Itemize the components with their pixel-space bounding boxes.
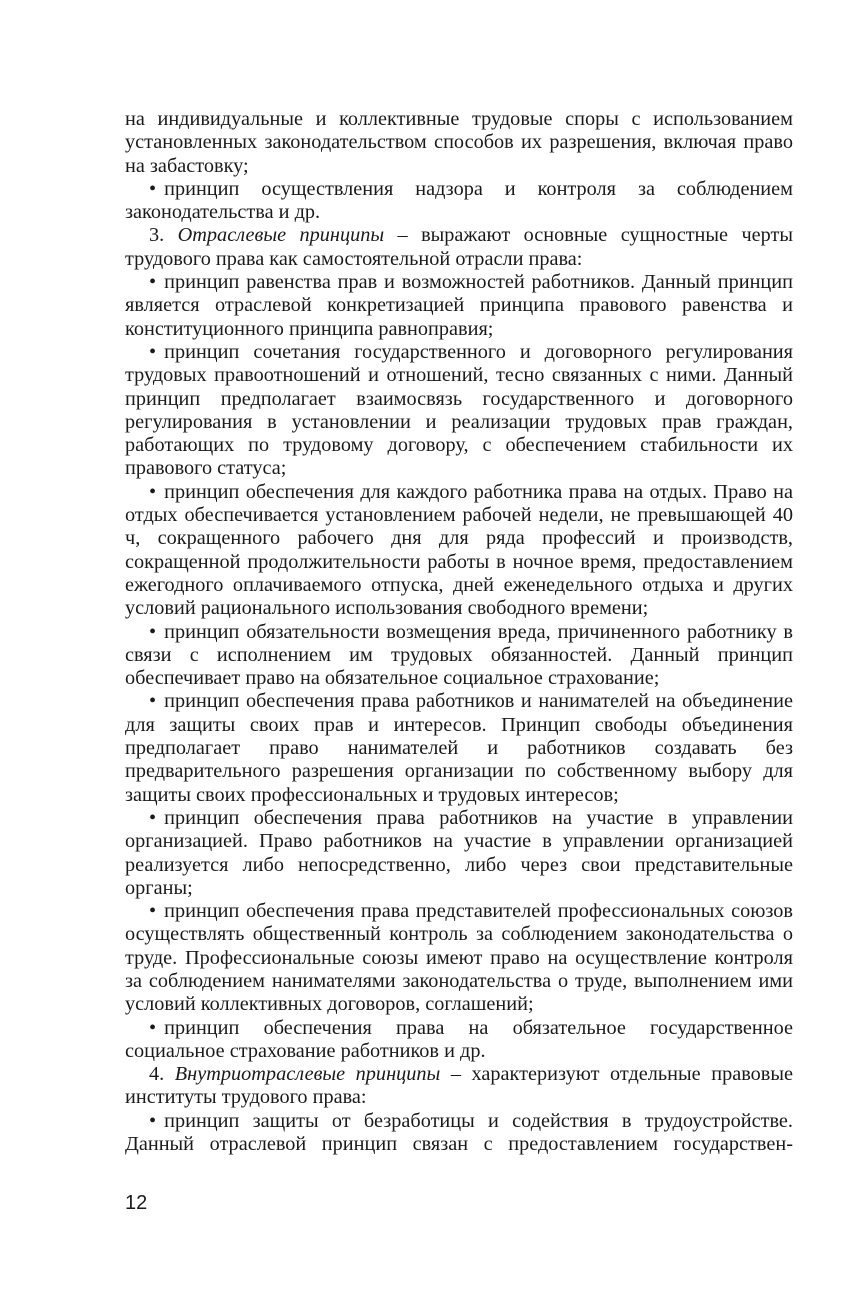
bullet-item: [125, 807, 793, 900]
bullet-icon: •: [149, 177, 157, 200]
paragraph-text: на индивидуальные и коллективные трудовые споры с использованием установленных законодательством способов их разрешения, включая право на забастовку;: [125, 108, 793, 177]
bullet-item: [125, 341, 793, 481]
paragraph-text: принцип обеспечения права работников и нанимателей на объединение для защиты своих прав и интересов. Принцип свободы объединения предполагает право нанимателей и работников создавать без предварительного разрешения организации по собственному выбору для защиты своих профессиональных и трудовых интересов;: [125, 690, 793, 806]
paragraph-text: принцип защиты от безработицы и содействия в трудоустройстве. Данный отраслевой принцип связан с предоставлением государствен-: [125, 1109, 793, 1156]
bullet-icon: •: [149, 806, 157, 829]
paragraph-number: 4.: [149, 1063, 175, 1086]
paragraph-continuation: [125, 108, 793, 178]
italic-term: Отраслевые принципы: [177, 224, 385, 247]
paragraph-text: принцип обеспечения права представителей профессиональных союзов осуществлять общественный контроль за соблюдением законодательства о труде. Профессиональные союзы имеют право на осуществление контроля за соблюдением нанимателями законодательства о труде, выполнением ими условий коллективных договоров, соглашений;: [125, 900, 793, 1016]
bullet-icon: •: [149, 340, 157, 363]
paragraph-text: принцип обеспечения права работников на участие в управлении организацией. Право работников на участие в управлении организацией реализуется либо непосредственно, либо через свои представительные органы;: [125, 806, 793, 899]
bullet-icon: •: [149, 271, 157, 294]
bullet-icon: •: [149, 1016, 157, 1039]
page-number: 12: [125, 1192, 148, 1214]
bullet-icon: •: [149, 900, 157, 923]
paragraph-text: принцип сочетания государственного и договорного регулирования трудовых правоотношений и отношений, тесно связанных с ними. Данный принцип предполагает взаимосвязь государственного и договорного регулирования в установлении и реализации трудовых прав граждан, работающих по трудовому договору, с обеспечением стабильности их правового статуса;: [125, 340, 793, 480]
bullet-item: [125, 621, 793, 691]
bullet-icon: •: [149, 690, 157, 713]
paragraph-text: принцип обязательности возмещения вреда, причиненного работнику в связи с исполнением им трудовых обязанностей. Данный принцип обеспечивает право на обязательное социальное страхование;: [125, 620, 793, 690]
paragraph-text: принцип осуществления надзора и контроля за соблюдением законодательства и др.: [125, 177, 793, 224]
paragraph-text: принцип обеспечения права на обязательное государственное социальное страхование работников и др.: [125, 1016, 793, 1062]
numbered-paragraph: [125, 1063, 793, 1110]
bullet-item: [125, 1017, 793, 1064]
bullet-item: [125, 900, 793, 1016]
paragraph-text: принцип обеспечения для каждого работника права на отдых. Право на отдых обеспечивается установлением рабочей недели, не превышающей 40 ч, сокращенного рабочего дня для ряда профессий и производств, сокращенной продолжительности работы в ночное время, предоставлением ежегодного оплачиваемого отпуска, дней еженедельного отдыха и других условий рационального использования свободного времени;: [125, 480, 793, 620]
italic-term: Внутриотраслевые принципы: [174, 1063, 441, 1086]
numbered-paragraph: [125, 224, 793, 271]
paragraph-text: – характеризуют отдельные правовые институты трудового права:: [125, 1063, 793, 1109]
paragraph-number: 3.: [149, 224, 178, 247]
bullet-item: [125, 481, 793, 621]
bullet-item: [125, 178, 793, 225]
bullet-icon: •: [149, 480, 157, 503]
bullet-item: [125, 271, 793, 341]
bullet-item: [125, 690, 793, 806]
paragraph-text: – выражают основные сущностные черты трудового права как самостоятельной отрасли права:: [125, 224, 794, 270]
bullet-icon: •: [149, 620, 157, 643]
bullet-item: [125, 1110, 793, 1157]
page-body: [125, 108, 793, 1156]
bullet-icon: •: [149, 1109, 157, 1132]
paragraph-text: принцип равенства прав и возможностей работников. Данный принцип является отраслевой конкретизацией принципа правового равенства и конституционного принципа равноправия;: [125, 271, 793, 340]
